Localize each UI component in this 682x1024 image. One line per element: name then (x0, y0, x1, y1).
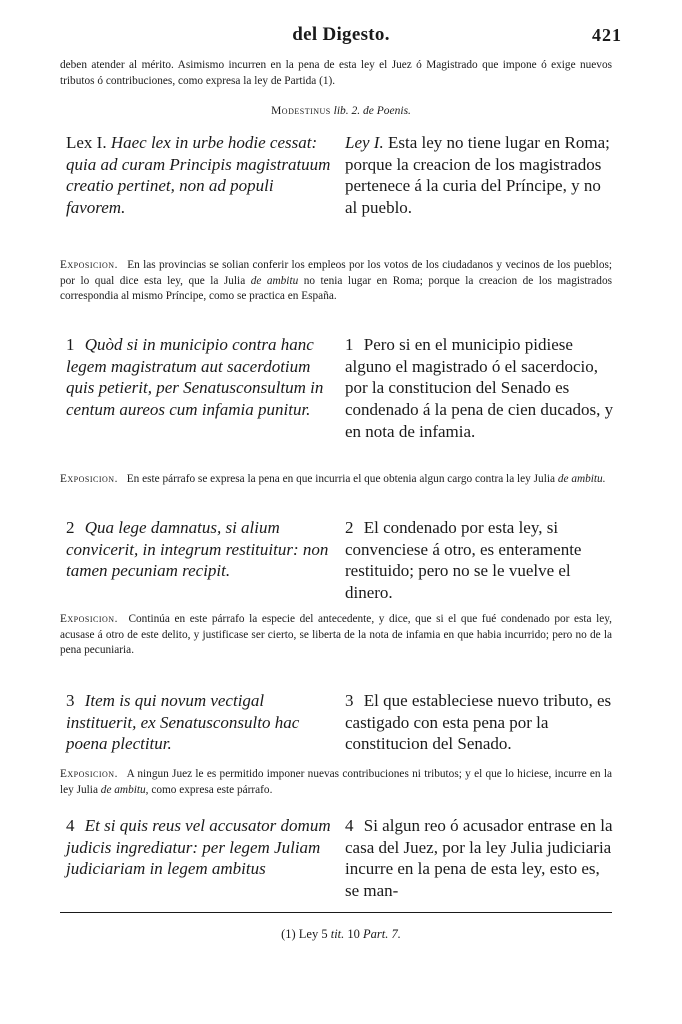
latin-text: Et si quis reus vel accusator domum judicis ingrediatur: per legem Juliam judiciariam in legem ambitus (66, 816, 331, 879)
latin-lex-1 (66, 132, 336, 219)
latin-paragraph-1 (66, 334, 336, 421)
exposicion-text: A ningun Juez le es permitido imponer nuevas contribuciones ni tributos; y el que lo hiciese, incurre en la ley Julia (60, 768, 613, 796)
exposicion-label: Exposicion. (60, 613, 118, 625)
exposicion-1 (60, 258, 612, 305)
exposicion-italic: de ambitu. (557, 473, 606, 485)
paragraph-number: 4 (66, 816, 75, 835)
spanish-text: Pero si en el municipio pidiese alguno el magistrado ó el sacerdocio, por la constitucion del Senado es condenado á la pena de cien ducados, y en nota de infamia. (345, 335, 614, 441)
latin-paragraph-2 (66, 517, 336, 582)
paragraph-number: 4 (345, 816, 354, 835)
spanish-text: El condenado por esta ley, si convenciese á otro, es enteramente restituido; pero no se le vuelve el dinero. (345, 518, 582, 603)
latin-lex-heading: Lex I. (66, 133, 107, 152)
exposicion-label: Exposicion. (60, 473, 118, 485)
latin-lex-text: Haec lex in urbe hodie cessat: quia ad curam Principis magistratuum creatio pertinet, non ad populi favorem. (66, 133, 331, 218)
latin-text: Qua lege damnatus, si alium convicerit, in integrum restituitur: non tamen pecuniam recipit. (66, 518, 329, 581)
page-number: 421 (592, 25, 622, 45)
footnote-text: 10 (347, 927, 360, 941)
latin-text: Item is qui novum vectigal instituerit, ex Senatusconsulto hac poena plectitur. (66, 691, 300, 754)
spanish-text: Si algun reo ó acusador entrase en la casa del Juez, por la ley Julia judiciaria incurre en la pena de esta ley, esto es, se man- (345, 816, 613, 901)
exposicion-2 (60, 472, 612, 488)
exposicion-label: Exposicion. (60, 768, 118, 780)
intro-paragraph: deben atender al mérito. Asimismo incurren en la pena de esta ley el Juez ó Magistrado que impone ó exige nuevos tributos ó contribuciones, como expresa la ley de Partida (1). (60, 59, 612, 87)
latin-paragraph-3 (66, 690, 336, 755)
paragraph-number: 3 (345, 691, 354, 710)
source-work: lib. 2. de Poenis. (333, 105, 411, 117)
footnote-marker: (1) (281, 927, 296, 941)
exposicion-italic: de ambitu (250, 274, 299, 287)
exposicion-label: Exposicion. (60, 259, 118, 271)
source-author: Modestinus (271, 105, 331, 117)
paragraph-number: 2 (66, 518, 75, 537)
running-header (60, 24, 622, 52)
spanish-paragraph-3 (345, 690, 615, 755)
exposicion-text: , como expresa este párrafo. (145, 783, 273, 796)
paragraph-number: 1 (345, 335, 354, 354)
exposicion-italic: de ambitu (100, 783, 146, 796)
footnote-divider (60, 912, 612, 913)
source-citation (0, 105, 682, 117)
footnote-italic: tit. (330, 927, 345, 941)
exposicion-text: no tenia lugar en Roma; porque la creacion de los magistrados correspondia al mismo Príncipe, como se practica en España. (60, 274, 612, 302)
spanish-paragraph-1 (345, 334, 615, 443)
latin-text: Quòd si in municipio contra hanc legem magistratum aut sacerdotium quis petierit, per Senatusconsultum in centum aureos cum infamia punitur. (66, 335, 324, 420)
exposicion-text: En este párrafo se expresa la pena en que incurria el que obtenia algun cargo contra la ley Julia (126, 473, 555, 485)
exposicion-text: En las provincias se solian conferir los empleos por los votos de los ciudadanos y vecinos de los pueblos; por lo qual dice esta ley, que la Julia (60, 259, 613, 287)
latin-paragraph-4 (66, 815, 336, 880)
spanish-ley-heading: Ley I. (345, 133, 384, 152)
spanish-paragraph-2 (345, 517, 615, 604)
paragraph-number: 1 (66, 335, 75, 354)
paragraph-number: 2 (345, 518, 354, 537)
running-title: del Digesto. (292, 24, 390, 45)
exposicion-text: Continúa en este párrafo la especie del antecedente, y dice, que si el que fué condenado por esta ley, acusase á otro de este delito, y justificase ser cierto, se liberta de la nota de infamia en que habia incurrido; pero no de la pena pecuniaria. (60, 613, 613, 656)
footnote-text: Ley 5 (298, 927, 328, 941)
paragraph-number: 3 (66, 691, 75, 710)
spanish-ley-text: Esta ley no tiene lugar en Roma; porque la creacion de los magistrados pertenece á la curia del Príncipe, y no al pueblo. (345, 133, 610, 218)
exposicion-4 (60, 767, 612, 798)
spanish-text: El que estableciese nuevo tributo, es castigado con esta pena por la constitucion del Senado. (345, 691, 612, 754)
spanish-ley-1 (345, 132, 615, 219)
exposicion-3 (60, 612, 612, 659)
footnote-italic: Part. 7. (363, 927, 401, 941)
spanish-paragraph-4 (345, 815, 615, 902)
footnote (0, 927, 682, 942)
